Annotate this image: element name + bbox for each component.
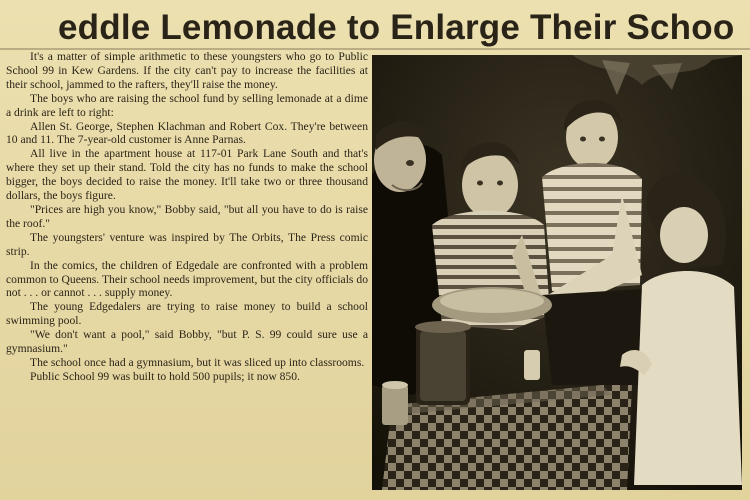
article-body [6,50,368,490]
article-paragraph: "We don't want a pool," said Bobby, "but P. S. 99 could sure use a gymnasium." [6,328,368,356]
glass [524,350,540,380]
article-paragraph: Public School 99 was built to hold 500 pupils; it now 850. [30,369,300,383]
article-paragraph: The school once had a gymnasium, but it was sliced up into classrooms. [30,355,365,369]
article-paragraph: The young Edgedalers are trying to raise money to build a school swimming pool. [6,300,368,328]
article-paragraph: The youngsters' venture was inspired by The Orbits, The Press comic strip. [6,230,368,258]
news-photo [372,55,742,490]
article-paragraph: It's a matter of simple arithmetic to these youngsters who go to Public School 99 in Kew Gardens. If the city can't pay to increase the facilities at their school, jammed to the rafters, they'll raise the money. [6,50,368,91]
article-paragraph: All live in the apartment house at 117-01 Park Lane South and that's where they set up their stand. Told the city has no funds to make the school bigger, the boys decided to raise the money. It'll take two or three thousand dollars, the boys figure. [6,147,368,203]
lemonade-jar [415,321,471,405]
headline: eddle Lemonade to Enlarge Their Schoo [58,8,735,47]
article-paragraph: The boys who are raising the school fund by selling lemonade at a dime a drink are left to right: [6,91,368,119]
photo-illustration [372,55,742,490]
article-paragraph: Allen St. George, Stephen Klachman and Robert Cox. They're between 10 and 11. The 7-year-old customer is Anne Parnas. [6,119,368,147]
article-paragraph: In the comics, the children of Edgedale are confronted with a problem common to Queens. Their school needs improvement, but the city officials do not . . . or cannot . . . supply money. [6,258,368,300]
article-paragraph: "Prices are high you know," Bobby said, "but all you have to do is raise the roof." [6,202,368,230]
cup [382,381,408,425]
